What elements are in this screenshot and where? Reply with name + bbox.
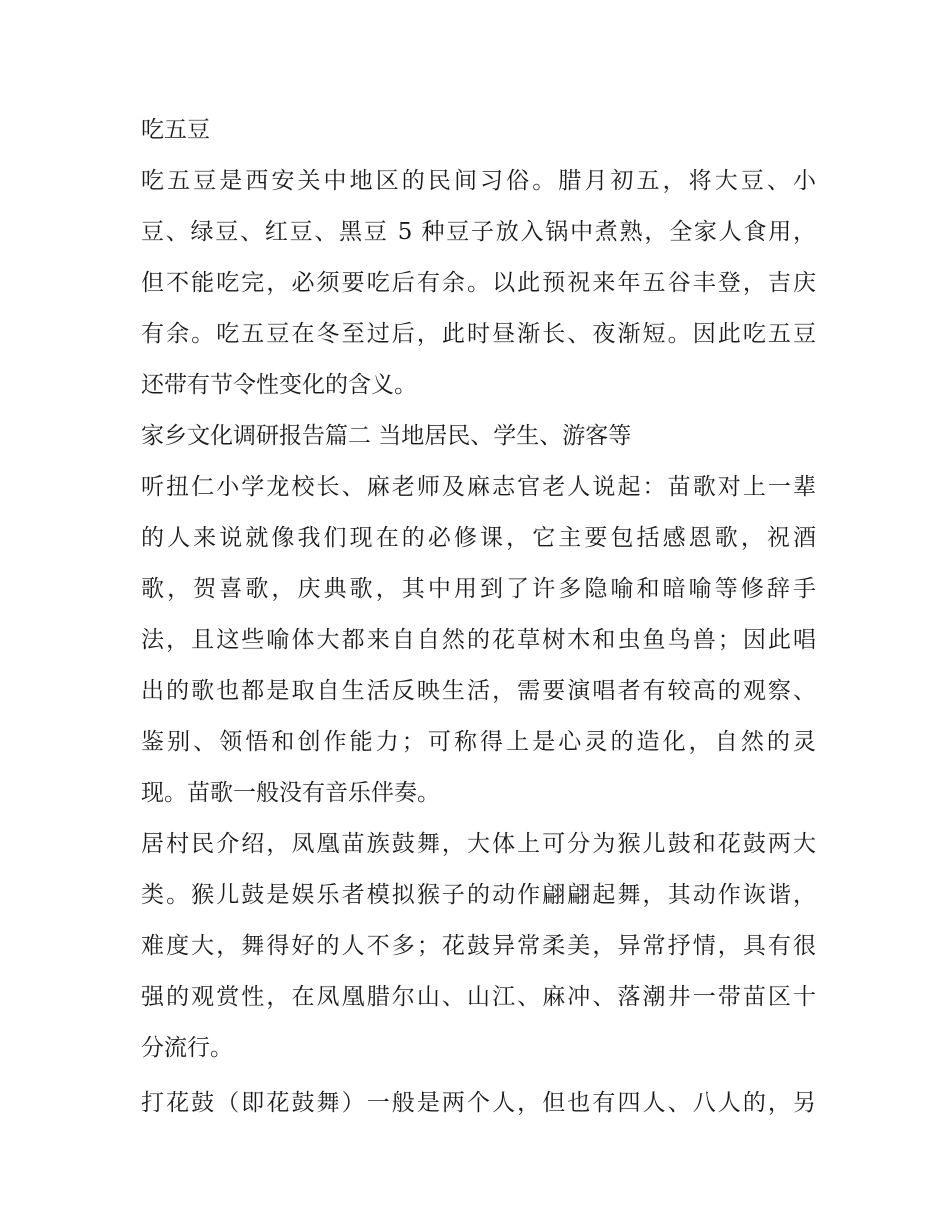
text-line: 强的观赏性，在凤凰腊尔山、山江、麻冲、落潮井一带苗区十 <box>141 984 816 1010</box>
text-line: 难度大，舞得好的人不多；花鼓异常柔美，异常抒情，具有很 <box>141 933 816 959</box>
text-line: 但不能吃完，必须要吃后有余。以此预祝来年五谷丰登，吉庆 <box>141 270 816 296</box>
text-line: 吃五豆是西安关中地区的民间习俗。腊月初五，将大豆、小 <box>141 168 816 194</box>
text-line: 家乡文化调研报告篇二 当地居民、学生、游客等 <box>141 423 632 449</box>
text-line: 分流行。 <box>141 1035 233 1061</box>
text-line: 法，且这些喻体大都来自自然的花草树木和虫鱼鸟兽；因此唱 <box>141 627 816 653</box>
text-line: 鉴别、领悟和创作能力；可称得上是心灵的造化，自然的灵 <box>141 729 816 755</box>
text-line: 听扭仁小学龙校长、麻老师及麻志官老人说起：苗歌对上一辈 <box>141 474 816 500</box>
text-line: 打花鼓（即花鼓舞）一般是两个人，但也有四人、八人的，另 <box>141 1090 816 1116</box>
paragraph <box>141 161 816 416</box>
document-body <box>141 110 816 1134</box>
text-line: 歌，贺喜歌，庆典歌，其中用到了许多隐喻和暗喻等修辞手 <box>141 576 816 602</box>
text-line: 的人来说就像我们现在的必修课，它主要包括感恩歌，祝酒 <box>141 525 816 551</box>
text-line: 有余。吃五豆在冬至过后，此时昼渐长、夜渐短。因此吃五豆 <box>141 321 816 347</box>
paragraph <box>141 824 816 1079</box>
paragraph <box>141 467 816 824</box>
text-line: 出的歌也都是取自生活反映生活，需要演唱者有较高的观察、 <box>141 678 816 704</box>
text-line: 吃五豆 <box>141 117 210 143</box>
paragraph <box>141 416 816 467</box>
text-line: 居村民介绍，凤凰苗族鼓舞，大体上可分为猴儿鼓和花鼓两大 <box>141 831 816 857</box>
text-line: 现。苗歌一般没有音乐伴奏。 <box>141 780 440 806</box>
paragraph <box>141 110 816 161</box>
paragraph <box>141 1083 816 1134</box>
text-line: 还带有节令性变化的含义。 <box>141 372 417 398</box>
text-line: 豆、绿豆、红豆、黑豆 5 种豆子放入锅中煮熟，全家人食用， <box>141 219 816 245</box>
text-line: 类。猴儿鼓是娱乐者模拟猴子的动作翩翩起舞，其动作诙谐， <box>141 882 816 908</box>
